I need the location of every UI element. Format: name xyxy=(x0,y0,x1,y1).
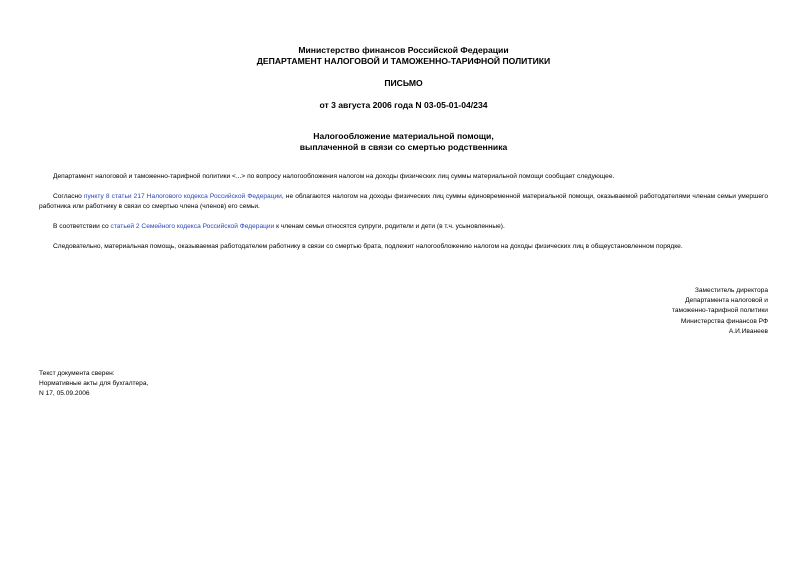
letter-date-number: от 3 августа 2006 года N 03-05-01-04/234 xyxy=(319,100,488,110)
source-note xyxy=(39,369,148,400)
source-publication: Нормативные акты для бухгалтера, xyxy=(39,380,149,388)
signature-ministry: Министерства финансов РФ xyxy=(680,317,768,325)
source-issue: N 17, 05.09.2006 xyxy=(39,390,90,398)
letter-body xyxy=(39,172,768,262)
paragraph-3-text-before: В соответствии со xyxy=(53,222,111,230)
signature-block xyxy=(672,286,768,337)
letter-type: ПИСЬМО xyxy=(384,78,423,88)
signature-position: Заместитель директора xyxy=(694,287,768,294)
source-note-heading: Текст документа сверен: xyxy=(39,370,115,377)
department-name: ДЕПАРТАМЕНТ НАЛОГОВОЙ И ТАМОЖЕННО-ТАРИФНОЙ ПОЛИТИКИ xyxy=(256,56,551,66)
body-paragraph-4: Следовательно, материальная помощь, оказываемая работодателем работнику в связи со смертью брата, подлежит налогообложению налогом на доходы физических лиц в общеустановленном порядке. xyxy=(53,242,683,250)
letter-subject xyxy=(0,131,807,153)
tax-code-link[interactable]: пункту 8 статьи 217 Налогового кодекса Российской Федерации xyxy=(83,193,282,201)
subject-line-1: Налогообложение материальной помощи, xyxy=(313,131,494,141)
signature-department: Департамента налоговой и xyxy=(685,297,768,305)
paragraph-2-text-before: Согласно xyxy=(53,193,84,201)
document-header xyxy=(0,45,807,67)
paragraph-3-text-after: к членам семьи относятся супруги, родители и дети (в т.ч. усыновленные). xyxy=(274,222,505,230)
subject-line-2: выплаченной в связи со смертью родственника xyxy=(299,142,508,152)
family-code-link[interactable]: статьей 2 Семейного кодекса Российской Федерации xyxy=(110,222,275,230)
signature-department-cont: таможенно-тарифной политики xyxy=(671,307,768,315)
body-paragraph-2 xyxy=(39,192,768,211)
signatory-name: А.И.Иванеев xyxy=(728,327,768,335)
paragraph-2-text-after: , не облагаются налогом на доходы физических лиц суммы единовременной материальной помощи, оказываемой работодателями членам семьи умершего работника или работнику в связи со смертью члена (членов) его семьи. xyxy=(39,193,768,210)
ministry-name: Министерство финансов Российской Федерации xyxy=(298,45,509,55)
body-paragraph-1: Департамент налоговой и таможенно-тарифной политики <...> по вопросу налогообложения налогом на доходы физических лиц суммы материальной помощи сообщает следующее. xyxy=(53,173,615,180)
body-paragraph-3 xyxy=(39,222,768,232)
